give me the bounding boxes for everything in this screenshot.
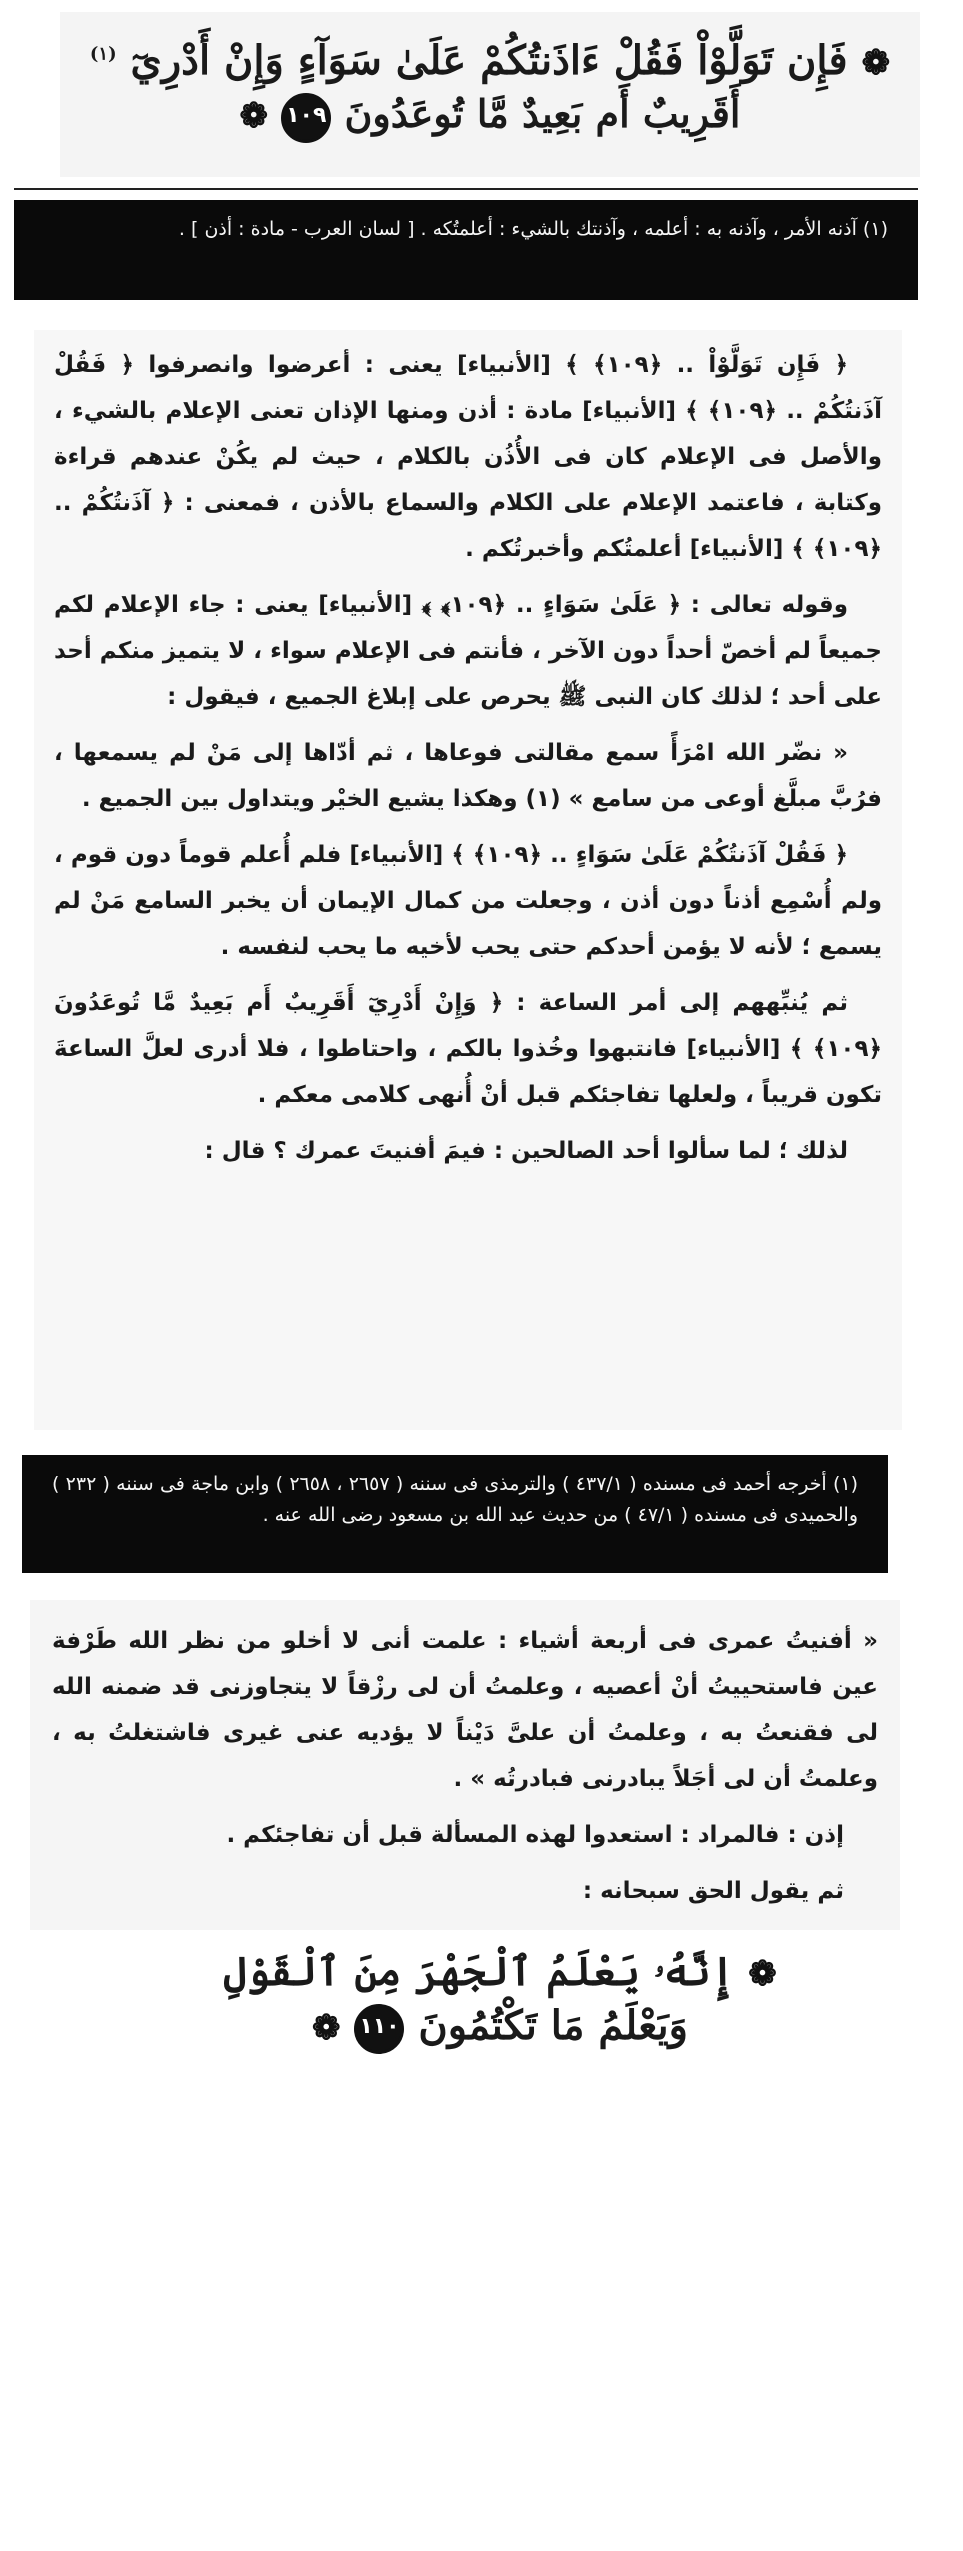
hadith-paragraph: « نضّر الله امْرَأً سمع مقالتى فوعاها ، ثم أدّاها إلى مَنْ لم يسمعها ، فرُبَّ مبلَّغ أوعى من سامع » (١) وهكذا يشيع الخيْر ويتداول بين الجميع . bbox=[54, 740, 882, 812]
verse-line-1 bbox=[200, 1945, 800, 1999]
verse-text: أَقَرِيبٌ أَم بَعِيدٌ مَّا تُوعَدُونَ bbox=[344, 91, 741, 136]
ornament-icon: ❁ bbox=[861, 43, 891, 83]
paragraph: وقوله تعالى : ﴿ عَلَىٰ سَوَاءٍ .. ﴿١٠٩﴾ ﴾ [الأنبياء] يعنى : جاء الإعلام لكم جميعاً لم أخصّ أحداً دون الآخر ، فأنتم فى الإعلام سواء ، لا يتميز منكم أحد على أحد ؛ لذلك كان النبى ﷺ يحرص على إبلاغ الجميع ، فيقول : bbox=[54, 592, 882, 710]
paragraph: ثم يُنبِّههم إلى أمر الساعة : ﴿ وَإِنْ أَدْرِيٓ أَقَرِيبٌ أَم بَعِيدٌ مَّا تُوعَدُونَ ﴿١٠٩﴾ ﴾ [الأنبياء] فانتبهوا وخُذوا بالكم ، واحتاطوا ، فلا أدرى لعلَّ الساعةَ تكون قريباً ، ولعلها تفاجئكم قبل أنْ أُنهى كلامى معكم . bbox=[54, 990, 882, 1108]
ornament-icon: ❁ bbox=[748, 1954, 777, 1994]
quote-paragraph: « أفنيتُ عمرى فى أربعة أشياء : علمت أنى لا أخلو من نظر الله طَرْفة عين فاستحييتُ أنْ أعصيه ، وعلمتُ أن لى رزْقاً لا يتجاوزنى قد ضمنه الله لى فقنعتُ به ، وعلمتُ أن علىَّ دَيْناً لا يؤديه عنى غيرى فاشتغلتُ به ، وعلمتُ أن لى أجَلاً يبادرنى فبادرتُه » . bbox=[52, 1628, 878, 1792]
paragraph: ثم يقول الحق سبحانه : bbox=[582, 1878, 844, 1904]
verse-text: وَيَعْلَمُ مَا تَكْتُمُونَ bbox=[418, 2002, 688, 2049]
commentary-section-2 bbox=[30, 1600, 900, 1930]
footnote-box-2: (١) أخرجه أحمد فى مسنده ( ٤٣٧/١ ) والترمذى فى سننه ( ٢٦٥٧ ، ٢٦٥٨ ) وابن ماجة فى سننه ( ٢٣٢ ) والحميدى فى مسنده ( ٤٧/١ ) من حديث عبد الله بن مسعود رضى الله عنه . bbox=[22, 1455, 888, 1573]
verse-line-2 bbox=[60, 88, 920, 143]
ayah-number-badge: ١١٠ bbox=[354, 2004, 404, 2054]
ornament-icon: ❁ bbox=[312, 2008, 341, 2048]
ornament-icon: ❁ bbox=[239, 96, 269, 136]
divider bbox=[14, 188, 918, 190]
paragraph: ﴿ فَإِن تَوَلَّوْاْ .. ﴿١٠٩﴾ ﴾ [الأنبياء] يعنى : أعرضوا وانصرفوا ﴿ فَقُلْ آذَنتُكُمْ .. ﴿١٠٩﴾ ﴾ [الأنبياء] مادة : أذن ومنها الإذان تعنى الإعلام بالشيء ، والأصل فى الإعلام كان فى الأُذُن بالكلام ، حيث لم يكُنْ عندهم قراءة وكتابة ، فاعتمد الإعلام على الكلام والسماع بالأذن ، فمعنى : ﴿ آذَنتُكُمْ .. ﴿١٠٩﴾ ﴾ [الأنبياء] أعلمتُكم وأخبرتُكم . bbox=[54, 352, 882, 562]
verse-text: إِنَّهُۥ يَعْلَمُ ٱلْجَهْرَ مِنَ ٱلْقَوْلِ bbox=[223, 1948, 735, 1995]
footnote-box-1: (١) آذنه الأمر ، وآذنه به : أعلمه ، وآذنتك بالشيء : أعلمتُكه . [ لسان العرب - مادة : أذن ] . bbox=[14, 200, 918, 300]
paragraph: إذن : فالمراد : استعدوا لهذه المسألة قبل أن تفاجئكم . bbox=[226, 1822, 844, 1848]
verse-line-1 bbox=[60, 12, 920, 88]
paragraph: ﴿ فَقُلْ آذَنتُكُمْ عَلَىٰ سَوَاءٍ .. ﴿١٠٩﴾ ﴾ [الأنبياء] فلم أُعلم قوماً دون قوم ، ولم أُسْمِع أذناً دون أذن ، وجعلت من كمال الإيمان أن يخبر السامع مَنْ لم يسمع ؛ لأنه لا يؤمن أحدكم حتى يحب لأخيه ما يحب لنفسه . bbox=[54, 842, 882, 960]
ayah-number-badge: ١٠٩ bbox=[281, 93, 331, 143]
verse-text: فَإِن تَوَلَّوْاْ فَقُلْ ءَاذَنتُكُمْ عَلَىٰ سَوَآءٍ وَإِنْ أَدْرِيٓ bbox=[130, 37, 848, 84]
paragraph: لذلك ؛ لما سألوا أحد الصالحين : فيمَ أفنيتَ عمرك ؟ قال : bbox=[204, 1138, 848, 1164]
verse-header bbox=[60, 12, 920, 177]
commentary-section-1 bbox=[34, 330, 902, 1430]
verse-footer bbox=[200, 1945, 800, 2110]
verse-line-2 bbox=[200, 1999, 800, 2054]
footnote-marker: (١) bbox=[89, 43, 117, 65]
